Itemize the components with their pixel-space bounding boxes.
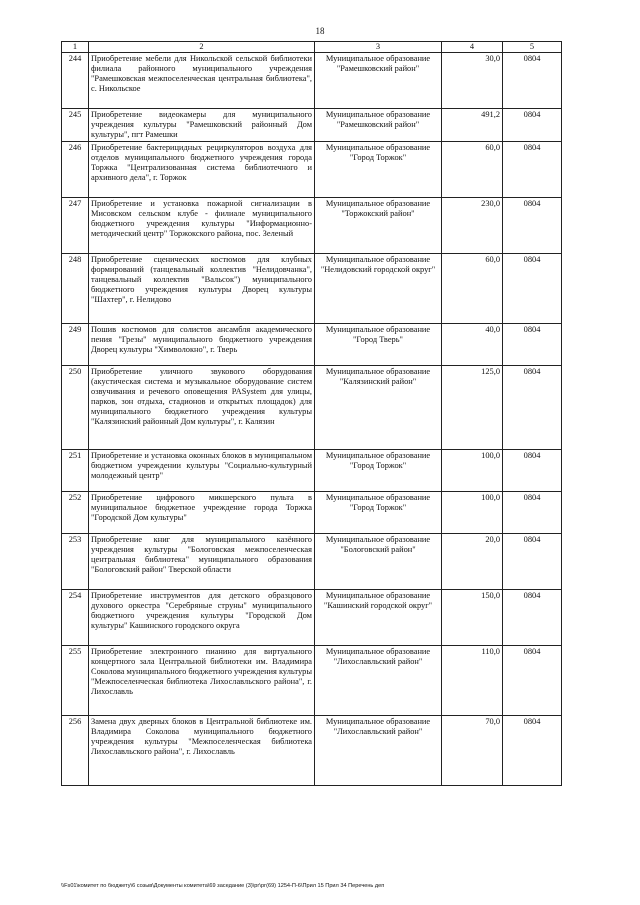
row-municipality: Муниципальное образование "Город Торжок" xyxy=(315,450,442,492)
row-description: Приобретение видеокамеры для муниципального учреждения культуры "Рамешковский районный Дом культуры", пгт Рамешки xyxy=(89,109,315,142)
table-row xyxy=(62,366,562,450)
row-amount: 100,0 xyxy=(442,492,503,534)
row-number: 247 xyxy=(62,198,89,254)
row-description: Замена двух дверных блоков в Центральной библиотеке им. Владимира Соколова муниципального бюджетного учреждения культуры "Межпоселенческая библиотека Лихославльского района", г. Лихославль xyxy=(89,716,315,786)
row-municipality: Муниципальное образование "Город Торжок" xyxy=(315,492,442,534)
row-code: 0804 xyxy=(503,450,562,492)
row-municipality: Муниципальное образование "Город Торжок" xyxy=(315,142,442,198)
table-row xyxy=(62,254,562,324)
row-number: 245 xyxy=(62,109,89,142)
row-number: 253 xyxy=(62,534,89,590)
table-row xyxy=(62,198,562,254)
row-amount: 20,0 xyxy=(442,534,503,590)
row-code: 0804 xyxy=(503,198,562,254)
header-col-4: 4 xyxy=(442,42,503,53)
row-number: 251 xyxy=(62,450,89,492)
row-number: 246 xyxy=(62,142,89,198)
table-row xyxy=(62,534,562,590)
row-code: 0804 xyxy=(503,716,562,786)
row-municipality: Муниципальное образование "Торжокский район" xyxy=(315,198,442,254)
row-description: Приобретение цифрового микшерского пульта в муниципальное бюджетное учреждение города Торжка "Городской Дом культуры" xyxy=(89,492,315,534)
row-amount: 70,0 xyxy=(442,716,503,786)
row-description: Приобретение сценических костюмов для клубных формирований (танцевальный коллектив "Нелидовчанка", танцевальный коллектив "Вальсок") муниципального бюджетного учреждения культуры Дворец культуры "Шахтер", г. Нелидово xyxy=(89,254,315,324)
header-col-5: 5 xyxy=(503,42,562,53)
row-description: Приобретение бактерицидных рециркуляторов воздуха для отделов муниципального бюджетного учреждения города Торжка "Централизованная система библиотечного и архивного дела", г. Торжок xyxy=(89,142,315,198)
row-municipality: Муниципальное образование "Лихославльский район" xyxy=(315,716,442,786)
row-description: Приобретение и установка оконных блоков в муниципальном бюджетном учреждении культуры "Социально-культурный молодежный центр" xyxy=(89,450,315,492)
row-amount: 230,0 xyxy=(442,198,503,254)
header-col-3: 3 xyxy=(315,42,442,53)
table-row xyxy=(62,142,562,198)
row-description: Пошив костюмов для солистов ансамбля академического пения "Грезы" муниципального бюджетного учреждения Дворец культуры "Химволокно", г. Тверь xyxy=(89,324,315,366)
row-amount: 30,0 xyxy=(442,53,503,109)
row-amount: 110,0 xyxy=(442,646,503,716)
row-municipality: Муниципальное образование "Бологовский район" xyxy=(315,534,442,590)
row-amount: 40,0 xyxy=(442,324,503,366)
row-code: 0804 xyxy=(503,324,562,366)
table-row xyxy=(62,646,562,716)
row-number: 249 xyxy=(62,324,89,366)
table-row xyxy=(62,492,562,534)
row-municipality: Муниципальное образование "Нелидовский городской округ" xyxy=(315,254,442,324)
row-amount: 150,0 xyxy=(442,590,503,646)
table-row xyxy=(62,450,562,492)
row-municipality: Муниципальное образование "Рамешковский район" xyxy=(315,109,442,142)
header-col-1: 1 xyxy=(62,42,89,53)
row-municipality: Муниципальное образование "Кашинский городской округ" xyxy=(315,590,442,646)
row-description: Приобретение уличного звукового оборудования (акустическая система и музыкальное оборудование систем озвучивания и речевого оповещения PASystem для улицы, парков, зон отдыха, стадионов и открытых площадок) для муниципального бюджетного учреждения культуры "Калязинский районный Дом культуры", г. Калязин xyxy=(89,366,315,450)
row-municipality: Муниципальное образование "Рамешковский район" xyxy=(315,53,442,109)
row-code: 0804 xyxy=(503,590,562,646)
header-col-2: 2 xyxy=(89,42,315,53)
table-row xyxy=(62,716,562,786)
row-amount: 60,0 xyxy=(442,254,503,324)
table-row xyxy=(62,590,562,646)
row-code: 0804 xyxy=(503,534,562,590)
page-number: 18 xyxy=(315,26,325,36)
row-description: Приобретение книг для муниципального казённого учреждения культуры "Бологовская межпоселенческая центральная библиотека" муниципального образования "Бологовский район" Тверской области xyxy=(89,534,315,590)
table-row xyxy=(62,53,562,109)
row-number: 255 xyxy=(62,646,89,716)
table-row xyxy=(62,324,562,366)
row-amount: 100,0 xyxy=(442,450,503,492)
row-number: 250 xyxy=(62,366,89,450)
row-code: 0804 xyxy=(503,492,562,534)
row-code: 0804 xyxy=(503,53,562,109)
row-description: Приобретение электронного пианино для виртуального концертного зала Центральной библиотеки им. Владимира Соколова муниципального бюджетного учреждения культуры "Межпоселенческая библиотека Лихославльского района", г. Лихославль xyxy=(89,646,315,716)
row-municipality: Муниципальное образование "Лихославльский район" xyxy=(315,646,442,716)
row-number: 256 xyxy=(62,716,89,786)
row-code: 0804 xyxy=(503,646,562,716)
table-row xyxy=(62,109,562,142)
row-amount: 125,0 xyxy=(442,366,503,450)
row-code: 0804 xyxy=(503,142,562,198)
row-municipality: Муниципальное образование "Калязинский район" xyxy=(315,366,442,450)
row-description: Приобретение и установка пожарной сигнализации в Мисовском сельском клубе - филиале муниципального бюджетного учреждения культуры "Информационно-методический центр" Торжокского района, пос. Зеленый xyxy=(89,198,315,254)
row-number: 244 xyxy=(62,53,89,109)
row-number: 248 xyxy=(62,254,89,324)
row-code: 0804 xyxy=(503,366,562,450)
row-number: 254 xyxy=(62,590,89,646)
row-code: 0804 xyxy=(503,254,562,324)
row-description: Приобретение инструментов для детского образцового духового оркестра "Серебряные струны" муниципального бюджетного учреждения культуры "Городской Дом культуры" Кашинского городского округа xyxy=(89,590,315,646)
row-municipality: Муниципальное образование "Город Тверь" xyxy=(315,324,442,366)
table-header-row xyxy=(62,42,562,53)
row-amount: 491,2 xyxy=(442,109,503,142)
footer-file-path: \\Fs01\комитет по бюджету\6 созыв\Документы комитета\69 заседание (3)\рг\рг(69) 1254-П-6\Прил 15 Прил 34 Перечень деп xyxy=(61,883,385,889)
row-description: Приобретение мебели для Никольской сельской библиотеки филиала районного муниципального учреждения "Рамешковская межпоселенческая центральная библиотека", с. Никольское xyxy=(89,53,315,109)
row-number: 252 xyxy=(62,492,89,534)
row-code: 0804 xyxy=(503,109,562,142)
allocation-table xyxy=(61,41,562,786)
row-amount: 60,0 xyxy=(442,142,503,198)
